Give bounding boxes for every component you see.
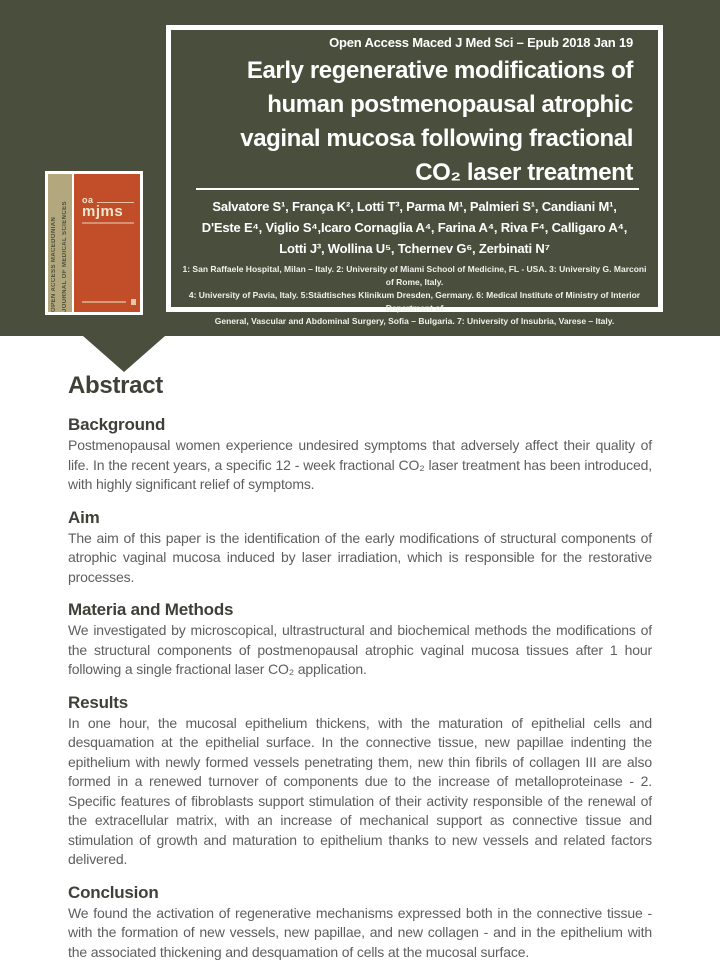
journal-cover-thumbnail [45,171,143,315]
title-authors-divider [196,188,639,190]
section-heading: Results [68,692,652,714]
cover-spine [48,174,74,312]
cover-front [74,174,140,312]
affiliation-line-3: General, Vascular and Abdominal Surgery, Sofia – Bulgaria. 7: University of Insubria, Varese – Italy. [179,315,650,328]
cover-footer-bar [82,301,126,303]
article-title-line-1: Early regenerative modifications of [181,54,633,88]
section-background [68,414,652,495]
affiliations [179,263,650,328]
section-heading: Aim [68,507,652,529]
section-results [68,692,652,870]
notch-triangle [83,336,165,372]
affiliation-line-2: 4: University of Pavia, Italy. 5:Städtisches Klinikum Dresden, Germany. 6: Medical Institute of Ministry of Interior Department of [179,289,650,315]
title-box [166,25,663,312]
section-heading: Materia and Methods [68,599,652,621]
section-body: We investigated by microscopical, ultrastructural and biochemical methods the modifications of the structural components of postmenopausal atrophic vaginal mucosa tissues after 1 hour following a single fractional laser CO₂ application. [68,621,652,680]
section-conclusion [68,882,652,962]
logo-rule [97,202,134,203]
authors-line-1: Salvatore S¹, França K², Lotti T³, Parma M¹, Palmieri S¹, Candiani M¹, [185,196,644,217]
article-title-line-4: CO₂ laser treatment [181,156,633,190]
cover-spine-text-2: JOURNAL OF MEDICAL SCIENCES [60,174,71,312]
section-body: Postmenopausal women experience undesired symptoms that adversely affect their quality of life. In the recent years, a specific 12 - week fractional CO₂ laser treatment has been introduced, with highly significant relief of symptoms. [68,436,652,495]
section-body: In one hour, the mucosal epithelium thickens, with the maturation of epithelial cells and desquamation at the epithelial surface. In the connective tissue, new papillae indenting the epithelium with newly formed vessels penetrating them, new thin fibrils of collagen III are also formed in a renewed turnover of components due to the increase of metalloproteinase - 2. Specific features of fibroblasts support stimulation of their activity responsible of the renewal of the extracellular matrix, with an increase of mechanical support as connective tissue and stimulation of growth and maturation to epithelium thanks to new vessels and related factors delivered. [68,714,652,870]
authors-line-3: Lotti J³, Wollina U⁵, Tchernev G⁶, Zerbinati N⁷ [185,238,644,259]
abstract-heading: Abstract [68,370,652,402]
section-aim [68,507,652,588]
oamjms-logo [82,196,134,224]
oa-logo-text: oa [82,196,94,204]
cover-spine-text-1: OPEN ACCESS MACEDONIAN [49,174,60,312]
affiliation-line-1: 1: San Raffaele Hospital, Milan – Italy. 2: University of Miami School of Medicine, FL - USA. 3: University G. Marconi of Rome, Italy. [179,263,650,289]
article-title [181,54,633,190]
section-body: The aim of this paper is the identification of the early modifications of structural components of atrophic vaginal mucosa induced by laser irradiation, which is responsible for the restorative processes. [68,529,652,588]
mjms-logo-text: mjms [82,204,134,219]
section-body: We found the activation of regenerative mechanisms expressed both in the connective tissue - with the formation of new vessels, new papillae, and new collagen - and in the epithelium with the associated thickening and desquamation of cells at the mucosal surface. [68,904,652,962]
article-title-line-2: human postmenopausal atrophic [181,88,633,122]
abstract-section [68,370,652,962]
cover-footer-mark [131,299,136,305]
journal-epub-line: Open Access Maced J Med Sci – Epub 2018 Jan 19 [171,35,633,50]
section-materia-and-methods [68,599,652,680]
authors-line-2: D'Este E⁴, Viglio S⁴,Icaro Cornaglia A⁴, Farina A⁴, Riva F⁴, Calligaro A⁴, [185,217,644,238]
logo-subtitle-bar [82,222,134,224]
section-heading: Background [68,414,652,436]
authors-list [185,196,644,259]
section-heading: Conclusion [68,882,652,904]
header-notch [0,336,720,372]
article-title-line-3: vaginal mucosa following fractional [181,122,633,156]
